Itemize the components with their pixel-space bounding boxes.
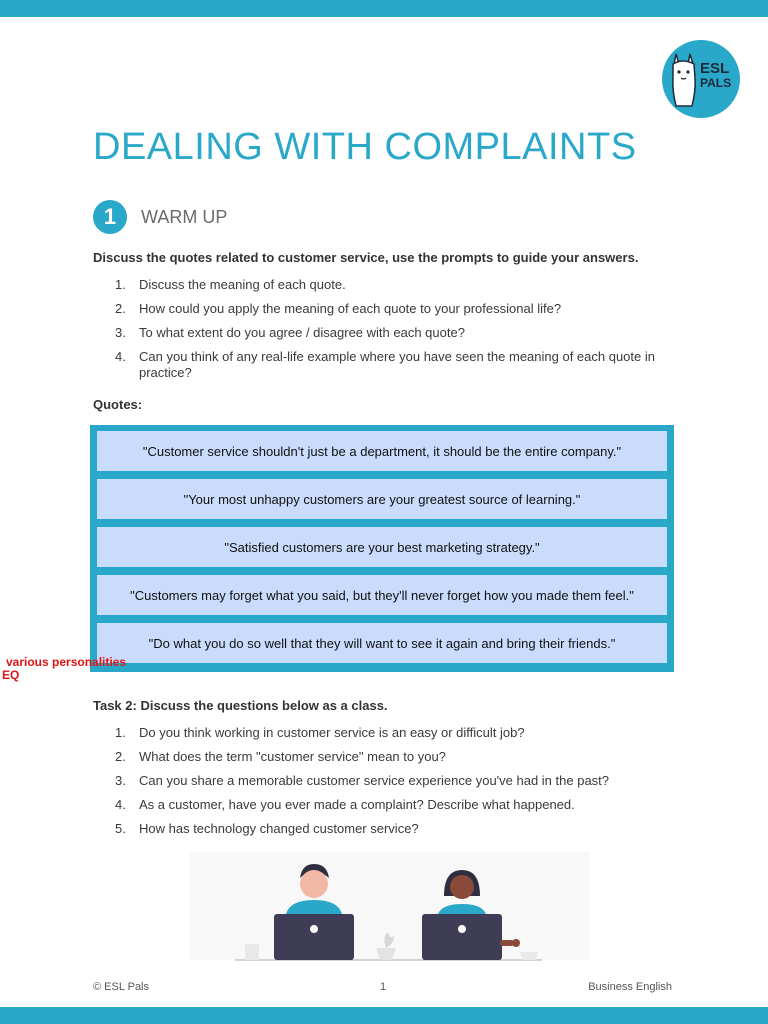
list-item bbox=[93, 349, 673, 381]
list-text: To what extent do you agree / disagree with each quote? bbox=[139, 325, 465, 340]
logo-line-1: ESL bbox=[700, 60, 730, 77]
list-item bbox=[93, 749, 673, 765]
list-number: 2. bbox=[115, 301, 126, 316]
llama-icon bbox=[668, 50, 702, 108]
list-item bbox=[93, 277, 673, 293]
quote-item: "Your most unhappy customers are your greatest source of learning." bbox=[97, 479, 667, 519]
list-item bbox=[93, 325, 673, 341]
list-number: 3. bbox=[115, 773, 126, 788]
quote-item: "Customer service shouldn't just be a department, it should be the entire company." bbox=[97, 431, 667, 471]
list-item bbox=[93, 725, 673, 741]
annotation-note: various personalities bbox=[6, 655, 127, 669]
esl-pals-logo bbox=[662, 40, 740, 118]
footer-page-number: 1 bbox=[380, 981, 387, 993]
list-item bbox=[93, 821, 673, 837]
list-text: What does the term "customer service" mean to you? bbox=[139, 749, 446, 764]
list-text: Do you think working in customer service is an easy or difficult job? bbox=[139, 725, 525, 740]
list-number: 1. bbox=[115, 277, 126, 292]
customer-service-illustration bbox=[190, 852, 590, 964]
annotation-note: EQ bbox=[2, 668, 20, 682]
list-number: 5. bbox=[115, 821, 126, 836]
top-accent-bar bbox=[0, 0, 768, 17]
list-item bbox=[93, 773, 673, 789]
list-number: 4. bbox=[115, 797, 126, 812]
list-text: Discuss the meaning of each quote. bbox=[139, 277, 346, 292]
logo-line-2: PALS bbox=[700, 76, 732, 90]
list-item bbox=[93, 301, 673, 317]
list-number: 2. bbox=[115, 749, 126, 764]
quotes-label: Quotes: bbox=[93, 397, 143, 412]
quotes-box bbox=[90, 425, 674, 672]
list-text: How could you apply the meaning of each quote to your professional life? bbox=[139, 301, 562, 316]
footer-subject: Business English bbox=[588, 981, 672, 993]
task1-prompt-list bbox=[93, 277, 673, 381]
logo-wordmark bbox=[700, 62, 731, 90]
bottom-accent-bar bbox=[0, 1007, 768, 1024]
list-number: 4. bbox=[115, 349, 126, 364]
list-text: How has technology changed customer service? bbox=[139, 821, 419, 836]
page-title: DEALING WITH COMPLAINTS bbox=[93, 126, 637, 168]
section-number-badge: 1 bbox=[93, 200, 127, 234]
list-number: 1. bbox=[115, 725, 126, 740]
section-title: WARM UP bbox=[141, 206, 228, 227]
task1-instruction: Discuss the quotes related to customer service, use the prompts to guide your answers. bbox=[93, 250, 639, 265]
list-text: As a customer, have you ever made a complaint? Describe what happened. bbox=[139, 797, 575, 812]
quote-item: "Satisfied customers are your best marketing strategy." bbox=[97, 527, 667, 567]
quote-item: "Customers may forget what you said, but they'll never forget how you made them feel." bbox=[97, 575, 667, 615]
list-text: Can you think of any real-life example where you have seen the meaning of each quote in practice? bbox=[139, 349, 655, 380]
task2-question-list bbox=[93, 725, 673, 837]
section-header bbox=[93, 200, 227, 234]
list-number: 3. bbox=[115, 325, 126, 340]
quote-item: "Do what you do so well that they will want to see it again and bring their friends." bbox=[97, 623, 667, 663]
footer-copyright: © ESL Pals bbox=[93, 981, 149, 993]
list-item bbox=[93, 797, 673, 813]
task2-instruction: Task 2: Discuss the questions below as a class. bbox=[93, 698, 388, 713]
list-text: Can you share a memorable customer service experience you've had in the past? bbox=[139, 773, 610, 788]
